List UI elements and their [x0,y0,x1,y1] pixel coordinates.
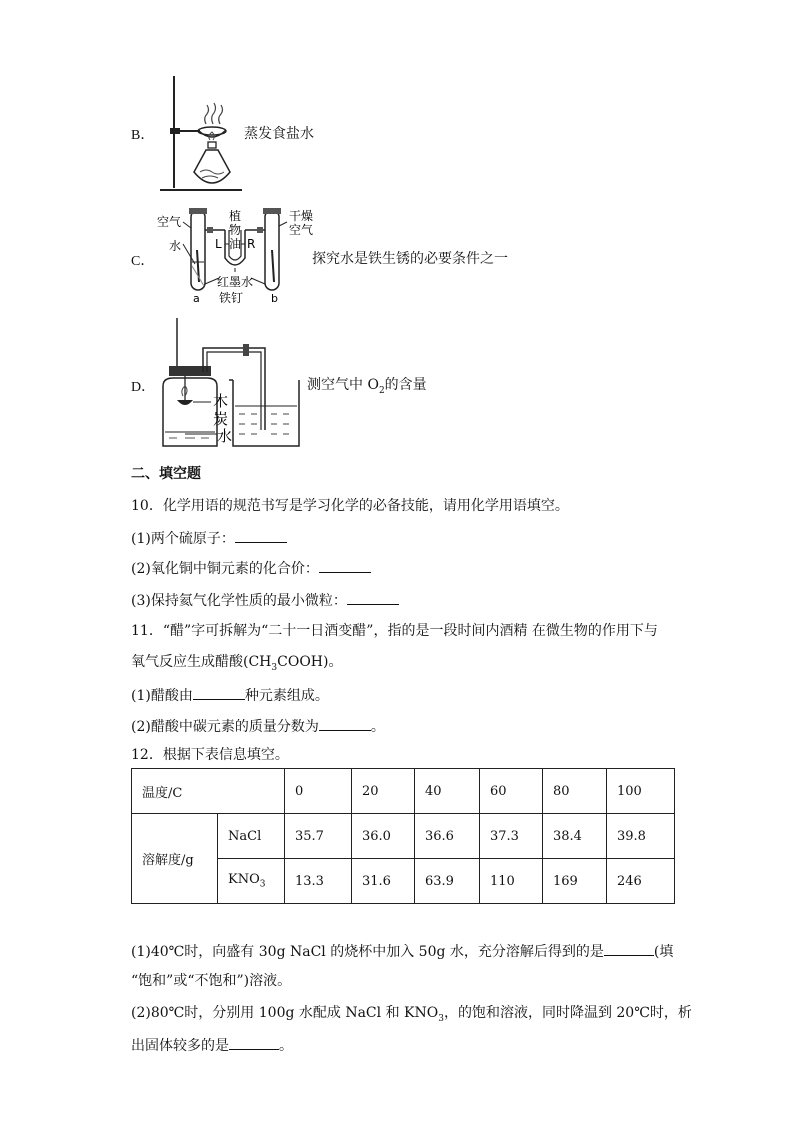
label-plant: 植 [229,209,242,223]
oxygen-content-apparatus-figure [155,314,315,452]
label-dry: 干燥 [289,209,314,223]
label-wood: 木 [213,392,229,410]
evaporation-apparatus-figure [150,72,245,194]
q12-stem: 12．根据下表信息填空。 [131,747,289,763]
option-d-letter: D． [131,380,156,395]
temp-cell: 60 [480,769,543,814]
q10-part1-blank[interactable] [235,528,287,543]
kno3-cell: 246 [607,859,675,904]
kno3-cell: 169 [543,859,607,904]
q10-part2: (2)氧化铜中铜元素的化合价： [131,558,371,578]
section-title: 二、填空题 [131,466,201,482]
iron-rust-experiment-figure [155,206,315,306]
option-b-letter: B． [131,128,155,143]
kno3-cell: 13.3 [285,859,352,904]
label-dry-air: 空气 [289,223,314,237]
kno3-cell: 31.6 [352,859,415,904]
q10-stem: 10．化学用语的规范书写是学习化学的必备技能，请用化学用语填空。 [131,498,569,514]
temp-cell: 100 [607,769,675,814]
temp-header: 温度/C [132,769,285,814]
q10-part2-blank[interactable] [319,558,371,573]
q11-stem-line2: 氧气反应生成醋酸$(CH_3COOH)$。 [131,654,343,673]
q12-part1-line2: “饱和”或“不饱和”)溶液。 [131,973,292,989]
q12-part1-line1: (1)40℃时，向盛有 30g NaCl 的烧杯中加入 50g 水，充分溶解后得到的是 (填 [131,941,673,961]
kno3-cell: 63.9 [415,859,480,904]
option-d-caption: 测空气中 $O_2$的含量 [307,377,427,396]
q12-part2-line1: (2)80℃时，分别用 100g 水配成 NaCl 和 $KNO_3$，的饱和溶液，同时降温到 20℃时，析 [131,1005,692,1024]
label-b: b [271,292,278,305]
label-l: L [215,237,222,251]
solubility-header: 溶解度/g [132,814,218,904]
q11-part2: (2)醋酸中碳元素的质量分数为 。 [131,716,385,736]
nacl-cell: 36.6 [415,814,480,859]
q12-part2-blank[interactable] [229,1035,279,1050]
q10-part3-blank[interactable] [347,590,399,605]
temp-cell: 80 [543,769,607,814]
temp-cell: 20 [352,769,415,814]
label-plant-obj: 物 [229,223,242,237]
nacl-cell: 38.4 [543,814,607,859]
q11-part1: (1)醋酸由 种元素组成。 [131,685,329,705]
label-charcoal: 炭 [213,410,229,428]
q10-part3: (3)保持氦气化学性质的最小微粒： [131,590,399,610]
nacl-label: NaCl [218,814,285,859]
kno3-label: $KNO_3$ [218,859,285,904]
nacl-cell: 35.7 [285,814,352,859]
q11-stem-line1: 11．“醋”字可拆解为“二十一日酒变醋”，指的是一段时间内酒精 在微生物的作用下与 [131,623,658,639]
q11-part2-blank[interactable] [319,716,371,731]
label-oil: 油 [229,237,242,251]
q12-part2-line2: 出固体较多的是 。 [131,1035,293,1055]
label-air: 空气 [157,215,182,229]
table-row [132,769,675,814]
solubility-table [131,768,675,904]
table-row [132,814,675,859]
option-c-caption: 探究水是铁生锈的必要条件之一 [312,251,508,267]
label-iron-nail: 铁钉 [219,291,244,305]
option-c-letter: C． [131,254,155,269]
q11-part1-blank[interactable] [193,685,245,700]
nacl-cell: 37.3 [480,814,543,859]
label-water: 水 [169,239,182,253]
temp-cell: 40 [415,769,480,814]
q12-part1-blank[interactable] [604,941,654,956]
label-r: R [247,237,256,251]
nacl-cell: 36.0 [352,814,415,859]
label-water-d: 水 [217,427,233,445]
kno3-cell: 110 [480,859,543,904]
nacl-cell: 39.8 [607,814,675,859]
q10-part1: (1)两个硫原子： [131,528,287,548]
temp-cell: 0 [285,769,352,814]
label-red-ink: 红墨水 [217,275,254,289]
label-a: a [193,292,200,305]
option-b-caption: 蒸发食盐水 [244,126,314,142]
